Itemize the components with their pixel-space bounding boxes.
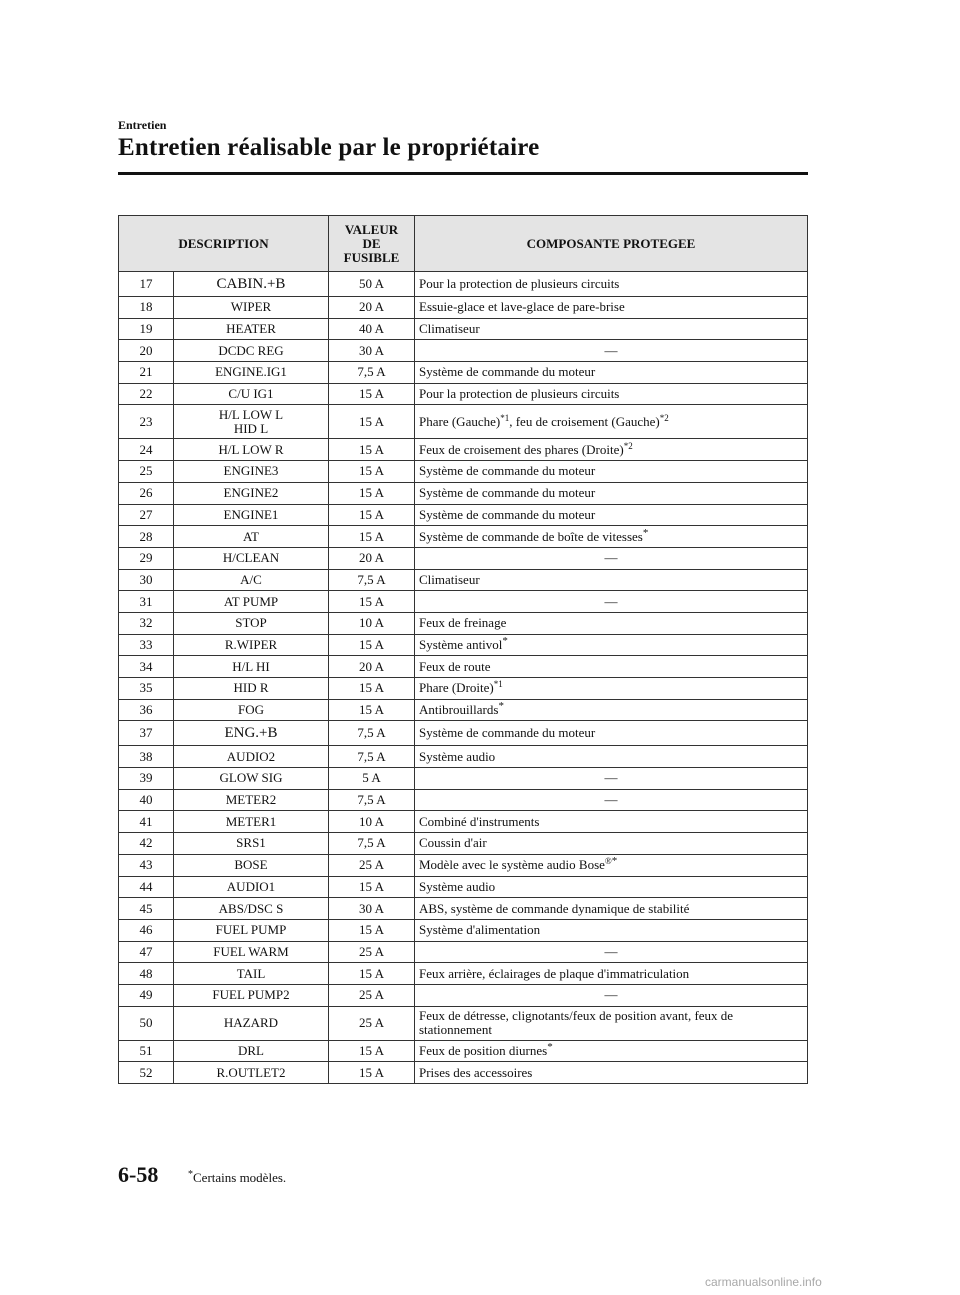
row-description	[174, 439, 329, 461]
table-row	[119, 591, 808, 613]
row-component-text: ―	[604, 770, 618, 786]
row-component-text: Système de commande du moteur	[419, 485, 596, 501]
row-description-line1: ENGINE.IG1	[215, 364, 287, 380]
title-rule	[118, 172, 808, 175]
table-row	[119, 362, 808, 384]
fuse-table	[118, 215, 808, 1084]
row-description-line1: A/C	[240, 571, 262, 587]
row-description	[174, 919, 329, 941]
row-fuse-value: 5 A	[329, 768, 415, 790]
row-component-text: Système de commande du moteur	[419, 364, 596, 380]
row-fuse-value: 20 A	[329, 547, 415, 569]
row-description-line1: AT PUMP	[223, 593, 279, 609]
row-fuse-value: 15 A	[329, 919, 415, 941]
row-component-text: Modèle avec le système audio Bose	[419, 857, 605, 873]
row-description	[174, 768, 329, 790]
row-number: 51	[119, 1040, 174, 1062]
row-description-line1: DCDC REG	[218, 342, 284, 358]
row-component-text: Système d'alimentation	[419, 922, 541, 938]
row-description-line1: R.OUTLET2	[216, 1064, 286, 1080]
row-description	[174, 591, 329, 613]
row-description	[174, 547, 329, 569]
table-row	[119, 569, 808, 591]
row-component	[415, 439, 808, 461]
section-label: Entretien	[118, 118, 167, 132]
row-number: 47	[119, 941, 174, 963]
row-description	[174, 1062, 329, 1084]
row-fuse-value: 15 A	[329, 482, 415, 504]
row-description	[174, 984, 329, 1006]
row-component-text: Système audio	[419, 748, 496, 764]
row-description-line1: FUEL PUMP	[215, 922, 287, 938]
row-fuse-value: 30 A	[329, 898, 415, 920]
row-component-text-cont: , feu de croisement (Gauche)	[509, 413, 660, 429]
row-component	[415, 833, 808, 855]
row-component	[415, 1040, 808, 1062]
row-component	[415, 591, 808, 613]
row-description	[174, 297, 329, 319]
table-row	[119, 405, 808, 439]
row-description	[174, 898, 329, 920]
row-component	[415, 612, 808, 634]
row-number: 18	[119, 297, 174, 319]
row-fuse-value: 25 A	[329, 854, 415, 876]
row-description-line1: DRL	[238, 1042, 264, 1058]
row-description	[174, 789, 329, 811]
row-fuse-value: 25 A	[329, 984, 415, 1006]
row-component-text: Feux arrière, éclairages de plaque d'immatriculation	[419, 965, 690, 981]
row-component	[415, 768, 808, 790]
row-description	[174, 941, 329, 963]
row-description	[174, 340, 329, 362]
row-description	[174, 612, 329, 634]
row-number: 28	[119, 526, 174, 548]
row-fuse-value: 40 A	[329, 318, 415, 340]
row-description-line1: HAZARD	[223, 1015, 279, 1031]
row-description-line1: C/U IG1	[228, 386, 274, 402]
table-row	[119, 1062, 808, 1084]
table-row	[119, 984, 808, 1006]
row-component-text: Système de commande de boîte de vitesses	[419, 528, 643, 544]
row-number: 22	[119, 383, 174, 405]
row-description-line1: GLOW SIG	[219, 770, 283, 786]
row-component	[415, 721, 808, 746]
row-description-line1: AT	[243, 528, 259, 544]
row-number: 42	[119, 833, 174, 855]
header-value-line1: VALEUR	[344, 221, 399, 237]
row-number: 30	[119, 569, 174, 591]
row-component	[415, 919, 808, 941]
row-component	[415, 461, 808, 483]
fuse-table-body	[119, 272, 808, 1084]
row-description-line1: ABS/DSC S	[218, 900, 284, 916]
row-component-star: *	[611, 855, 618, 868]
header-value-line3: FUSIBLE	[343, 249, 400, 265]
row-description-line1: H/L LOW L	[218, 406, 284, 422]
row-component-note2: *2	[659, 412, 669, 423]
row-description	[174, 405, 329, 439]
row-number: 24	[119, 439, 174, 461]
row-component-text: Antibrouillards	[419, 702, 499, 718]
row-number: 33	[119, 634, 174, 656]
table-row	[119, 721, 808, 746]
row-number: 49	[119, 984, 174, 1006]
table-row	[119, 272, 808, 297]
row-number: 20	[119, 340, 174, 362]
row-component-text: Système antivol	[419, 636, 503, 652]
row-component	[415, 634, 808, 656]
header-value-line2: DE	[362, 235, 381, 251]
row-component	[415, 876, 808, 898]
row-fuse-value: 25 A	[329, 1006, 415, 1040]
row-fuse-value: 15 A	[329, 504, 415, 526]
row-description-line1: BOSE	[234, 857, 268, 873]
table-row	[119, 318, 808, 340]
row-description-line1: H/CLEAN	[222, 550, 280, 566]
row-component	[415, 963, 808, 985]
row-fuse-value: 7,5 A	[329, 362, 415, 384]
row-number: 17	[119, 272, 174, 297]
row-component-text: Climatiseur	[419, 321, 480, 337]
row-description	[174, 362, 329, 384]
row-description-line1: FOG	[237, 702, 264, 718]
row-description-line1: ENGINE2	[223, 485, 279, 501]
row-number: 41	[119, 811, 174, 833]
footnote	[188, 1169, 286, 1186]
row-description-line1: SRS1	[236, 835, 266, 851]
row-description	[174, 833, 329, 855]
row-component	[415, 678, 808, 700]
row-description	[174, 1040, 329, 1062]
row-component-text: Phare (Gauche)	[419, 413, 501, 429]
table-row	[119, 383, 808, 405]
row-component-text: ―	[604, 550, 618, 566]
row-fuse-value: 15 A	[329, 405, 415, 439]
row-component	[415, 941, 808, 963]
table-row	[119, 634, 808, 656]
table-row	[119, 1006, 808, 1040]
row-number: 19	[119, 318, 174, 340]
row-component-text: ―	[604, 943, 618, 959]
row-number: 31	[119, 591, 174, 613]
row-component	[415, 656, 808, 678]
row-description	[174, 318, 329, 340]
row-component	[415, 362, 808, 384]
row-component	[415, 746, 808, 768]
row-number: 25	[119, 461, 174, 483]
row-number: 32	[119, 612, 174, 634]
table-row	[119, 297, 808, 319]
table-row	[119, 439, 808, 461]
row-component	[415, 547, 808, 569]
row-component	[415, 383, 808, 405]
row-description	[174, 482, 329, 504]
row-description-line1: R.WIPER	[224, 636, 278, 652]
table-row	[119, 941, 808, 963]
row-description	[174, 656, 329, 678]
row-fuse-value: 30 A	[329, 340, 415, 362]
table-row	[119, 768, 808, 790]
row-fuse-value: 20 A	[329, 656, 415, 678]
footnote-star: *	[188, 1169, 193, 1180]
row-component-text: Feux de détresse, clignotants/feux de position avant, feux de stationnement	[419, 1008, 734, 1038]
row-number: 35	[119, 678, 174, 700]
row-number: 34	[119, 656, 174, 678]
table-row	[119, 833, 808, 855]
table-row	[119, 898, 808, 920]
header-value	[329, 216, 415, 272]
row-description-line1: METER1	[225, 813, 277, 829]
row-component	[415, 340, 808, 362]
table-row	[119, 746, 808, 768]
row-component-text: Feux de croisement des phares (Droite)	[419, 441, 624, 457]
table-row	[119, 656, 808, 678]
row-description-line1: CABIN.+B	[216, 276, 286, 292]
row-component-star: *	[547, 1040, 553, 1053]
page-number: 6-58	[118, 1162, 159, 1187]
row-number: 38	[119, 746, 174, 768]
row-fuse-value: 15 A	[329, 526, 415, 548]
row-component	[415, 526, 808, 548]
row-fuse-value: 15 A	[329, 678, 415, 700]
row-component-text: ―	[604, 593, 618, 609]
row-component	[415, 318, 808, 340]
row-description	[174, 383, 329, 405]
row-description-line1: STOP	[235, 615, 267, 631]
row-fuse-value: 15 A	[329, 383, 415, 405]
table-row	[119, 919, 808, 941]
row-description-line1: HID R	[233, 680, 269, 696]
table-header-row	[119, 216, 808, 272]
table-row	[119, 699, 808, 721]
row-component-note: *1	[493, 679, 503, 690]
row-component-note: *2	[623, 440, 633, 451]
row-component-text: Système de commande du moteur	[419, 506, 596, 522]
row-description	[174, 811, 329, 833]
row-fuse-value: 7,5 A	[329, 746, 415, 768]
row-description	[174, 526, 329, 548]
row-component	[415, 272, 808, 297]
row-fuse-value: 15 A	[329, 1040, 415, 1062]
row-description	[174, 634, 329, 656]
watermark: carmanualsonline.info	[705, 1275, 822, 1289]
row-component-text: Prises des accessoires	[419, 1064, 533, 1080]
row-component-text: Pour la protection de plusieurs circuits	[419, 386, 620, 402]
row-description-line1: ENG.+B	[224, 725, 278, 742]
row-description-line1: H/L HI	[232, 658, 270, 674]
row-description-line1: HEATER	[226, 321, 276, 337]
row-component	[415, 984, 808, 1006]
table-row	[119, 876, 808, 898]
row-fuse-value: 7,5 A	[329, 833, 415, 855]
row-fuse-value: 25 A	[329, 941, 415, 963]
row-number: 52	[119, 1062, 174, 1084]
row-number: 26	[119, 482, 174, 504]
table-row	[119, 963, 808, 985]
row-fuse-value: 10 A	[329, 811, 415, 833]
table-row	[119, 461, 808, 483]
row-description	[174, 721, 329, 746]
row-fuse-value: 15 A	[329, 591, 415, 613]
row-fuse-value: 15 A	[329, 461, 415, 483]
row-fuse-value: 15 A	[329, 439, 415, 461]
row-component-note: ®	[604, 856, 612, 867]
row-component-text: Phare (Droite)	[419, 680, 494, 696]
row-description	[174, 746, 329, 768]
row-fuse-value: 20 A	[329, 297, 415, 319]
row-description-line1: H/L LOW R	[218, 441, 284, 457]
row-component-star: *	[498, 700, 504, 713]
row-number: 27	[119, 504, 174, 526]
row-description	[174, 569, 329, 591]
row-component-text: Climatiseur	[419, 571, 480, 587]
row-component-text: ―	[604, 792, 618, 808]
row-description	[174, 963, 329, 985]
row-fuse-value: 7,5 A	[329, 721, 415, 746]
row-component	[415, 405, 808, 439]
row-component	[415, 898, 808, 920]
row-description-line1: ENGINE1	[223, 506, 279, 522]
row-description	[174, 854, 329, 876]
row-component-text: Système audio	[419, 878, 496, 894]
row-component-text: Pour la protection de plusieurs circuits	[419, 276, 620, 291]
row-component-text: Feux de route	[419, 658, 491, 674]
row-number: 29	[119, 547, 174, 569]
row-component-text: Essuie-glace et lave-glace de pare-brise	[419, 299, 625, 315]
table-row	[119, 482, 808, 504]
row-component-note: *1	[500, 412, 510, 423]
header-component: COMPOSANTE PROTEGEE	[415, 216, 808, 272]
row-number: 39	[119, 768, 174, 790]
row-component-text: ―	[604, 342, 618, 358]
row-component-text: Système de commande du moteur	[419, 725, 596, 741]
row-number: 44	[119, 876, 174, 898]
row-description-line2: HID L	[233, 420, 269, 436]
row-component	[415, 482, 808, 504]
header-description: DESCRIPTION	[119, 216, 329, 272]
page-title: Entretien réalisable par le propriétaire	[118, 134, 540, 161]
table-row	[119, 789, 808, 811]
table-row	[119, 612, 808, 634]
row-number: 48	[119, 963, 174, 985]
table-row	[119, 1040, 808, 1062]
row-component-star: *	[642, 526, 649, 539]
table-row	[119, 504, 808, 526]
row-description	[174, 876, 329, 898]
row-number: 50	[119, 1006, 174, 1040]
row-description-line1: AUDIO2	[226, 748, 276, 764]
row-component	[415, 504, 808, 526]
row-component	[415, 1062, 808, 1084]
row-fuse-value: 15 A	[329, 963, 415, 985]
row-number: 40	[119, 789, 174, 811]
row-number: 43	[119, 854, 174, 876]
row-description-line1: TAIL	[236, 965, 266, 981]
row-fuse-value: 50 A	[329, 272, 415, 297]
row-component-text: Feux de freinage	[419, 615, 507, 631]
row-fuse-value: 15 A	[329, 699, 415, 721]
row-description-line1: WIPER	[230, 299, 272, 315]
row-component	[415, 569, 808, 591]
table-row	[119, 811, 808, 833]
row-number: 45	[119, 898, 174, 920]
row-number: 37	[119, 721, 174, 746]
row-fuse-value: 15 A	[329, 634, 415, 656]
table-row	[119, 547, 808, 569]
row-fuse-value: 15 A	[329, 876, 415, 898]
row-description	[174, 699, 329, 721]
row-description	[174, 461, 329, 483]
row-description-line1: METER2	[225, 792, 277, 808]
table-row	[119, 678, 808, 700]
row-component-star: *	[502, 634, 508, 647]
row-description	[174, 678, 329, 700]
row-component	[415, 789, 808, 811]
row-description-line1: ENGINE3	[223, 463, 279, 479]
row-number: 21	[119, 362, 174, 384]
row-description-line1: FUEL PUMP2	[212, 987, 290, 1003]
row-description	[174, 504, 329, 526]
row-number: 46	[119, 919, 174, 941]
row-component	[415, 1006, 808, 1040]
row-description-line1: AUDIO1	[226, 878, 276, 894]
row-fuse-value: 10 A	[329, 612, 415, 634]
table-row	[119, 526, 808, 548]
row-number: 23	[119, 405, 174, 439]
row-component-text: ―	[604, 987, 618, 1003]
row-fuse-value: 7,5 A	[329, 789, 415, 811]
footnote-text: Certains modèles.	[193, 1170, 287, 1185]
row-component	[415, 297, 808, 319]
row-component	[415, 811, 808, 833]
table-row	[119, 340, 808, 362]
row-fuse-value: 7,5 A	[329, 569, 415, 591]
row-component-text: ABS, système de commande dynamique de stabilité	[419, 900, 690, 916]
row-component-text: Combiné d'instruments	[419, 813, 540, 829]
row-description	[174, 1006, 329, 1040]
row-component-text: Feux de position diurnes	[419, 1042, 548, 1058]
row-description	[174, 272, 329, 297]
table-row	[119, 854, 808, 876]
row-number: 36	[119, 699, 174, 721]
row-component-text: Coussin d'air	[419, 835, 487, 851]
row-description-line1: FUEL WARM	[213, 943, 289, 959]
row-component	[415, 699, 808, 721]
row-component-text: Système de commande du moteur	[419, 463, 596, 479]
row-component	[415, 854, 808, 876]
row-fuse-value: 15 A	[329, 1062, 415, 1084]
